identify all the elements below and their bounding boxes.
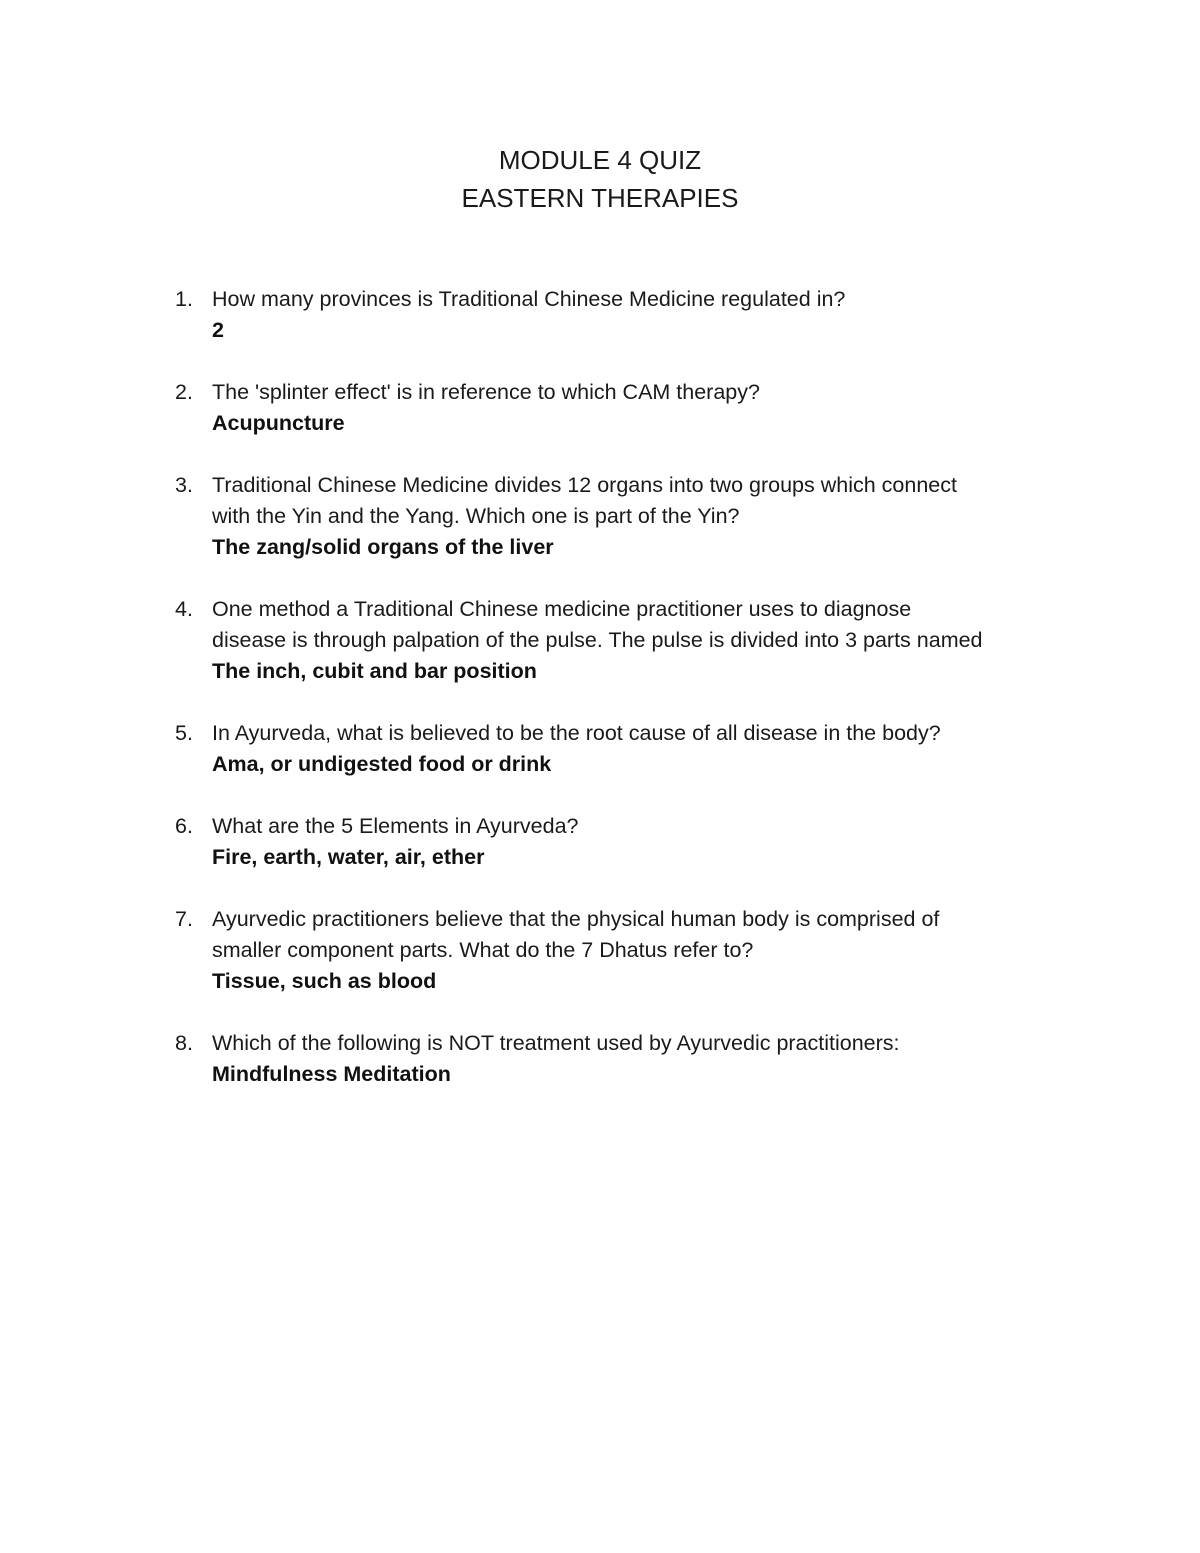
quiz-item-2 — [0, 377, 1200, 439]
question-text: In Ayurveda, what is believed to be the root cause of all disease in the body? — [212, 721, 941, 745]
quiz-item-5 — [0, 718, 1200, 780]
quiz-question-list — [0, 284, 1200, 1121]
question-number: 6. — [175, 814, 193, 838]
question-text: The 'splinter effect' is in reference to which CAM therapy? — [212, 380, 760, 404]
quiz-item-body — [212, 904, 1072, 997]
question-text: Traditional Chinese Medicine divides 12 organs into two groups which connect with the Yin and the Yang. Which one is part of the Yin? — [212, 473, 957, 528]
quiz-item-body — [212, 284, 1072, 346]
question-number: 4. — [175, 597, 193, 621]
question-number: 2. — [175, 380, 193, 404]
answer-text: 2 — [212, 318, 224, 342]
question-number: 1. — [175, 287, 193, 311]
question-text: One method a Traditional Chinese medicine practitioner uses to diagnose disease is through palpation of the pulse. The pulse is divided into 3 parts named — [212, 597, 983, 652]
answer-text: Mindfulness Meditation — [212, 1062, 451, 1086]
answer-text: The zang/solid organs of the liver — [212, 535, 554, 559]
question-text: How many provinces is Traditional Chinese Medicine regulated in? — [212, 287, 846, 311]
quiz-item-1 — [0, 284, 1200, 346]
quiz-item-body — [212, 377, 1072, 439]
question-text: Ayurvedic practitioners believe that the physical human body is comprised of smaller component parts. What do the 7 Dhatus refer to? — [212, 907, 940, 962]
document-title — [0, 141, 1200, 217]
question-text: What are the 5 Elements in Ayurveda? — [212, 814, 579, 838]
quiz-item-8 — [0, 1028, 1200, 1090]
answer-text: The inch, cubit and bar position — [212, 659, 537, 683]
question-number: 7. — [175, 907, 193, 931]
quiz-item-6 — [0, 811, 1200, 873]
answer-text: Fire, earth, water, air, ether — [212, 845, 485, 869]
quiz-item-body — [212, 718, 1072, 780]
quiz-item-body — [212, 811, 1072, 873]
answer-text: Acupuncture — [212, 411, 345, 435]
title-line-1: MODULE 4 QUIZ — [498, 145, 702, 175]
answer-text: Ama, or undigested food or drink — [212, 752, 552, 776]
question-number: 8. — [175, 1031, 193, 1055]
quiz-item-body — [212, 1028, 1072, 1090]
quiz-item-body — [212, 594, 1072, 687]
question-text: Which of the following is NOT treatment used by Ayurvedic practitioners: — [212, 1031, 900, 1055]
quiz-item-4 — [0, 594, 1200, 687]
quiz-item-body — [212, 470, 1072, 563]
answer-text: Tissue, such as blood — [212, 969, 437, 993]
question-number: 5. — [175, 721, 193, 745]
quiz-item-3 — [0, 470, 1200, 563]
quiz-item-7 — [0, 904, 1200, 997]
title-line-2: EASTERN THERAPIES — [461, 183, 739, 213]
question-number: 3. — [175, 473, 193, 497]
